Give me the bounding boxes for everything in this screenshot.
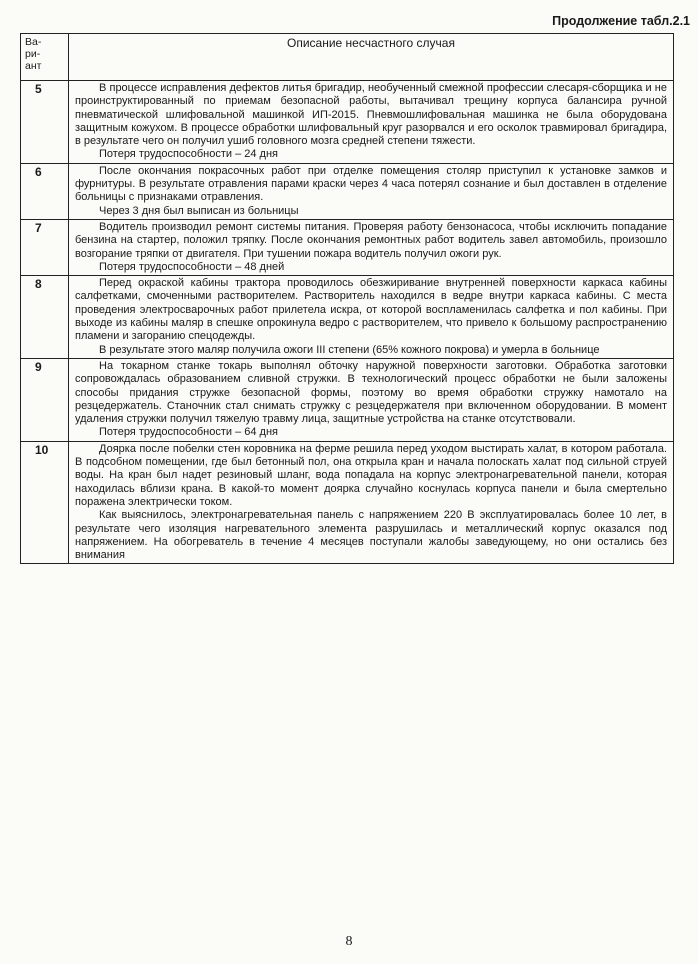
page-number: 8: [345, 934, 353, 949]
description-paragraph: На токарном станке токарь выполнял обточку наружной поверхности заготовки. Обработка заготовки сопровождалась образованием сливной стружки. В технологический процесс обработки не были заложены способы придания стружке безопасной формы, поэтому во время обработки стружку намотало на резцедержатель. Станочник стал снимать стружку с резцедержателя при включенном оборудовании. В момент удаления стружки получил тяжелую травму лица, защитные устройства на станке отсутствовали.: [75, 359, 667, 426]
header-variant-line: Ва-: [25, 36, 42, 48]
header-variant-line: ант: [25, 60, 42, 72]
table-row: [21, 441, 674, 564]
variant-number: 10: [21, 441, 69, 564]
header-description: Описание несчастного случая: [69, 34, 674, 81]
description-paragraph: Доярка после побелки стен коровника на ферме решила перед уходом выстирать халат, в котором работала. В подсобном помещении, где был бетонный пол, она открыла кран и начала полоскать халат под сильной струей воды. На кран был надет резиновый шланг, вода попадала на корпус электронагревательной панели, которая находилась вблизи крана. В какой-то момент доярка случайно коснулась корпуса панели и была смертельно поражена электрически током.: [75, 442, 667, 508]
description-cell: [69, 81, 674, 164]
description-paragraph: Как выяснилось, электронагревательная панель с напряжением 220 В эксплуатировалась более 10 лет, в результате чего изоляция нагревательного элемента разрушилась и металлический корпус оказался под напряжением. На обогреватель в течение 4 месяцев поступали жалобы заведующему, но они остались без внимания: [75, 509, 667, 562]
description-paragraph: Перед окраской кабины трактора проводилось обезжиривание внутренней поверхности каркаса кабины салфетками, смоченными растворителем. Растворитель находился в ведре внутри каркаса кабины. С места проведения электросварочных работ прилетела искра, от которой воспламенилась салфетка и пол кабины. При выходе из кабины маляр в спешке опрокинула ведро с растворителем, что привело к большому распространению пламени и загоранию спецодежды.: [75, 277, 667, 343]
description-paragraph: Водитель производил ремонт системы питания. Проверяя работу бензонасоса, чтобы исключить попадание бензина на стартер, положил тряпку. После окончания ремонтных работ водитель завел автомобиль, произошло возгорание тряпки от двигателя. При тушении пожара водитель получил ожоги рук.: [75, 220, 667, 260]
header-variant-line: ри-: [25, 48, 41, 60]
variant-number: 7: [21, 219, 69, 275]
description-cell: [69, 163, 674, 219]
header-variant: [21, 34, 69, 81]
description-paragraph: После окончания покрасочных работ при отделке помещения столяр приступил к установке замков и фурнитуры. В результате отравления парами краски через 4 часа потерял сознание и был доставлен в отделение больницы с признаками отравления.: [75, 164, 667, 204]
description-paragraph: В результате этого маляр получила ожоги III степени (65% кожного покрова) и умерла в больнице: [99, 343, 600, 356]
variant-number: 6: [21, 163, 69, 219]
outcome-note: Потеря трудоспособности – 48 дней: [99, 260, 285, 273]
variant-number: 8: [21, 276, 69, 359]
description-cell: [69, 276, 674, 359]
description-cell: [69, 219, 674, 275]
description-paragraph: В процессе исправления дефектов литья бригадир, необученный смежной профессии слесаря-сборщика и не проинструктированный по приемам безопасной работы, вытачивал трещину корпуса балансира ручной пневматической шлифовальной машинкой ИП-2015. Пневмошлифовальная машинка не была оборудована защитным кожухом. В процессе обработки шлифовальный круг разорвался и его осколок травмировал бригадира, в результате чего он получил ушиб головного мозга средней степени тяжести.: [75, 82, 667, 148]
outcome-note: Потеря трудоспособности – 64 дня: [99, 426, 278, 439]
table-row: [21, 276, 674, 359]
table-caption: Продолжение табл.2.1: [552, 14, 690, 28]
outcome-note: Потеря трудоспособности – 24 дня: [99, 148, 278, 161]
table-header-row: [21, 34, 674, 81]
table-row: [21, 358, 674, 441]
variant-number: 9: [21, 358, 69, 441]
description-cell: [69, 441, 674, 564]
table-row: [21, 81, 674, 164]
table-row: [21, 219, 674, 275]
outcome-note: Через 3 дня был выписан из больницы: [99, 204, 299, 217]
variant-number: 5: [21, 81, 69, 164]
accident-table: [20, 33, 674, 564]
table-row: [21, 163, 674, 219]
description-cell: [69, 358, 674, 441]
